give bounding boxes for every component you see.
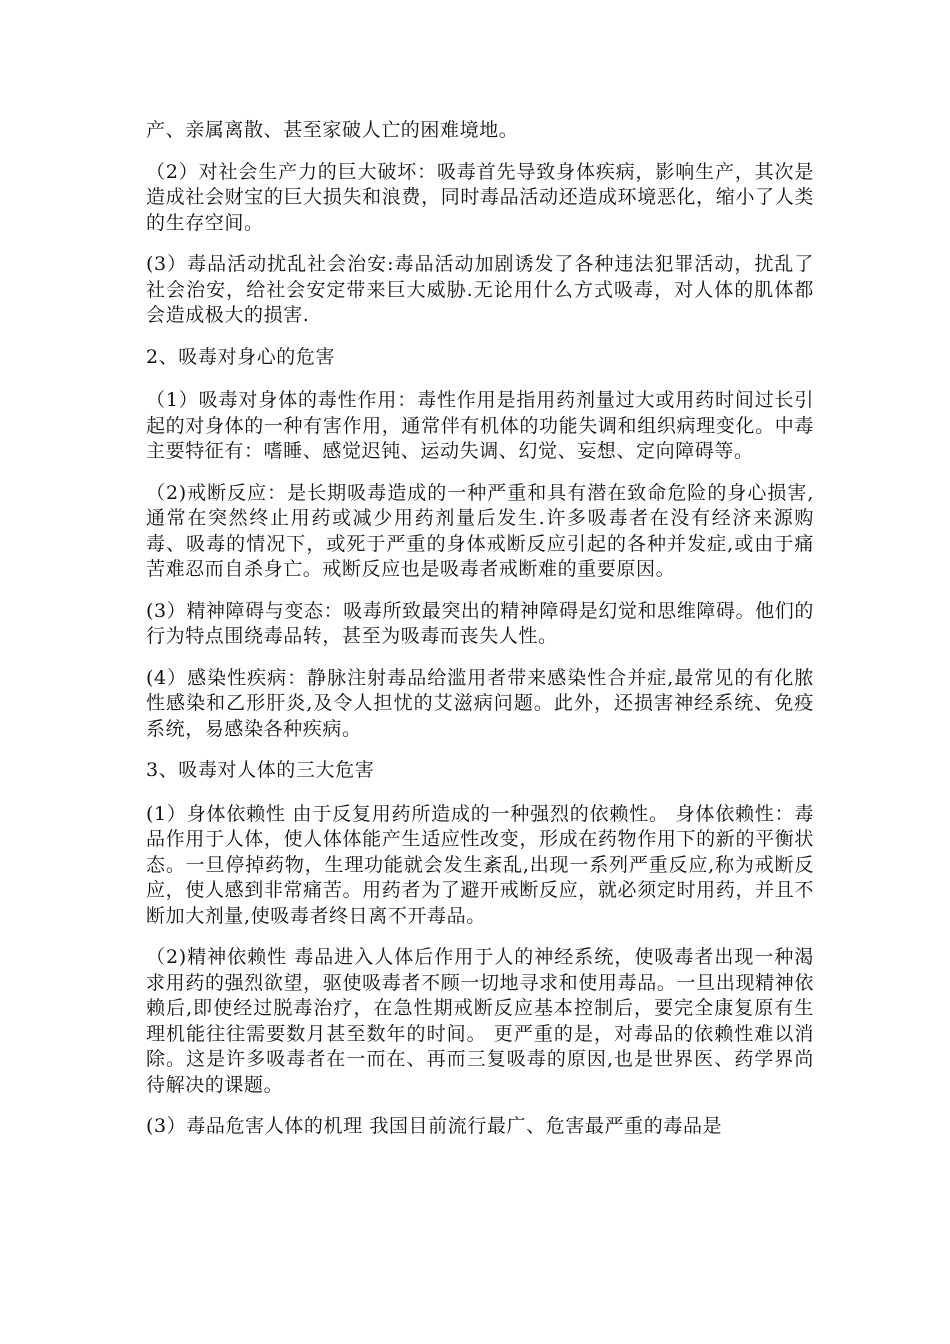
- paragraph-productivity-damage: （2）对社会生产力的巨大破坏：吸毒首先导致身体疾病，影响生产，其次是造成社会财宝的巨大损失和浪费，同时毒品活动还造成环境恶化，缩小了人类的生存空间。: [146, 160, 814, 234]
- paragraph-withdrawal-reaction: （2)戒断反应：是长期吸毒造成的一种严重和具有潜在致命危险的身心损害,通常在突然终止用药或减少用药剂量后发生.许多吸毒者在没有经济来源购毒、吸毒的情况下，或死于严重的身体戒断反应引起的各种并发症,或由于痛苦难忍而自杀身亡。戒断反应也是吸毒者戒断难的重要原因。: [146, 481, 814, 580]
- paragraph-mental-disorder: (3）精神障碍与变态：吸毒所致最突出的精神障碍是幻觉和思维障碍。他们的行为特点围绕毒品转，甚至为吸毒而丧失人性。: [146, 599, 814, 647]
- section-heading-body-mind-harm: 2、吸毒对身心的危害: [146, 345, 336, 368]
- paragraph-public-order: (3）毒品活动扰乱社会治安:毒品活动加剧诱发了各种违法犯罪活动，扰乱了社会治安，给社会安定带来巨大威胁.无论用什么方式吸毒，对人体的肌体都会造成极大的损害.: [146, 253, 814, 326]
- paragraph-mechanism: (3）毒品危害人体的机理 我国目前流行最广、危害最严重的毒品是: [146, 1115, 723, 1137]
- paragraph-psychological-dependence: （2)精神依赖性 毒品进入人体后作用于人的神经系统，使吸毒者出现一种渴求用药的强烈欲望，驱使吸毒者不顾一切地寻求和使用毒品。一旦出现精神依赖后,即使经过脱毒治疗，在急性期戒断反应基本控制后，要完全康复原有生理机能往往需要数月甚至数年的时间。 更严重的是，对毒品的依赖性难以消除。这是许多吸毒者在一而在、再而三复吸毒的原因,也是世界医、药学界尚待解决的课题。: [146, 946, 814, 1096]
- paragraph-family-breakup: 产、亲属离散、甚至家破人亡的困难境地。: [146, 119, 519, 141]
- document-page: [146, 118, 814, 1156]
- section-heading-three-harms: 3、吸毒对人体的三大危害: [146, 759, 375, 781]
- paragraph-physical-dependence: (1）身体依赖性 由于反复用药所造成的一种强烈的依赖性。 身体依赖性：毒品作用于人体，使人体体能产生适应性改变，形成在药物作用下的新的平衡状态。一旦停掉药物，生理功能就会发生紊乱,出现一系列严重反应,称为戒断反应，使人感到非常痛苦。用药者为了避开戒断反应，就必须定时用药，并且不断加大剂量,使吸毒者终日离不开毒品。: [146, 802, 814, 927]
- paragraph-infectious-disease: (4）感染性疾病：静脉注射毒品给滥用者带来感染性合并症,最常见的有化脓性感染和乙形肝炎,及令人担忧的艾滋病问题。此外，还损害神经系统、免疫系统，易感染各种疾病。: [146, 666, 814, 740]
- paragraph-toxic-effect: （1）吸毒对身体的毒性作用：毒性作用是指用药剂量过大或用药时间过长引起的对身体的一种有害作用，通常伴有机体的功能失调和组织病理变化。中毒主要特征有：嗜睡、感觉迟钝、运动失调、幻觉、妄想、定向障碍等。: [146, 389, 814, 462]
